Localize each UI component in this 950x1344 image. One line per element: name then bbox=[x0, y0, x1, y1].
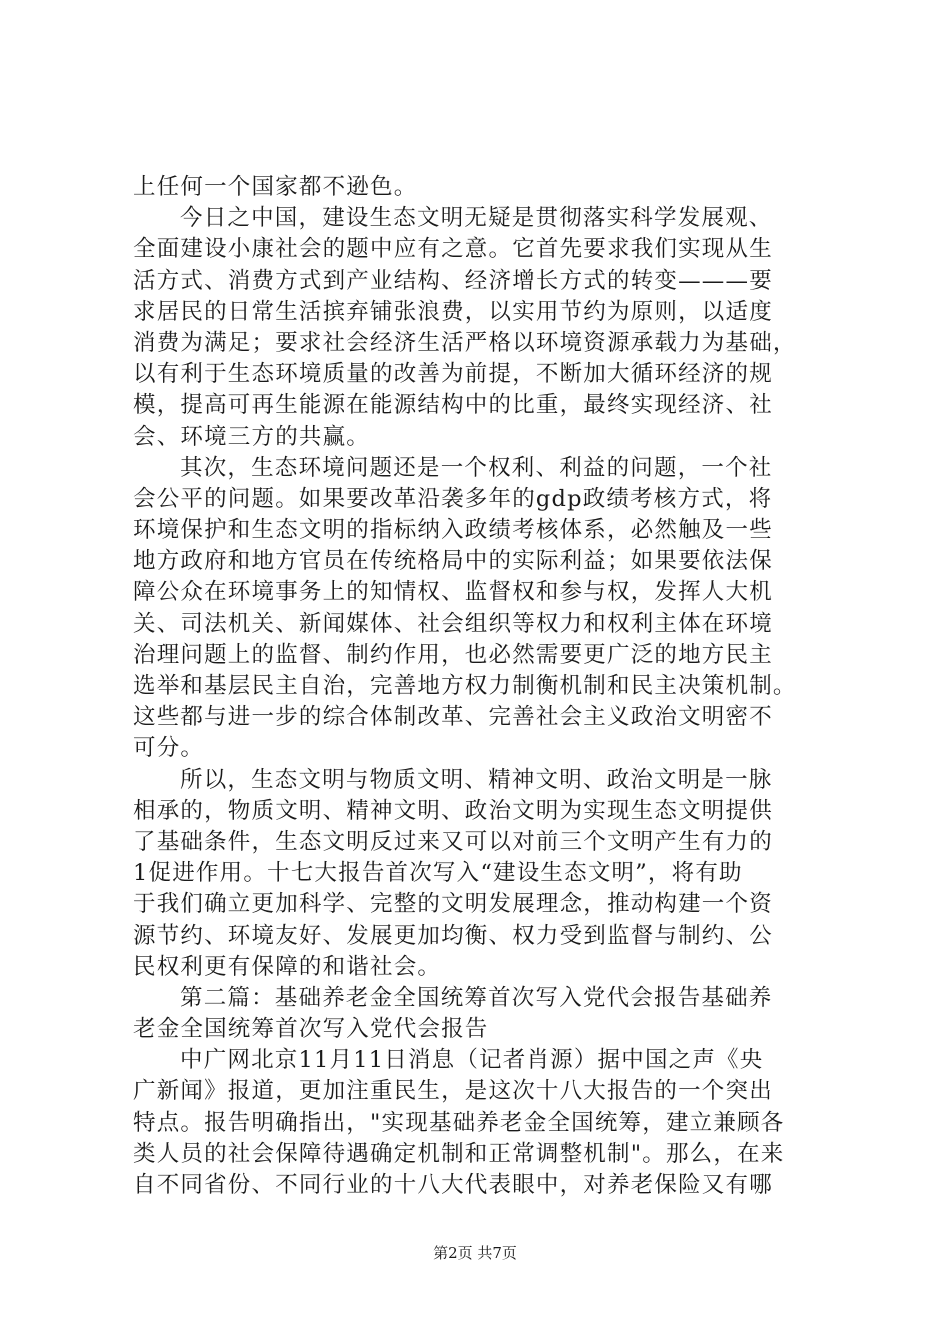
text-line: 相承的，物质文明、精神文明、政治文明为实现生态文明提供 bbox=[133, 797, 773, 824]
text-line: 以有利于生态环境质量的改善为前提，不断加大循环经济的规 bbox=[133, 361, 773, 388]
text-line: 消费为满足；要求社会经济生活严格以环境资源承载力为基础， bbox=[133, 329, 797, 356]
text-line: 模，提高可再生能源在能源结构中的比重，最终实现经济、社 bbox=[133, 392, 773, 419]
document-body bbox=[133, 172, 853, 1201]
text-line: 自不同省份、不同行业的十八大代表眼中，对养老保险又有哪 bbox=[133, 1172, 773, 1198]
text-line: 治理问题上的监督、制约作用，也必然需要更广泛的地方民主 bbox=[133, 641, 773, 668]
paragraph-start-line: 今日之中国，建设生态文明无疑是贯彻落实科学发展观、 bbox=[180, 205, 773, 232]
paragraph-start-line: 中广网北京11月11日消息（记者肖源）据中国之声《央 bbox=[180, 1047, 764, 1074]
text-line: 关、司法机关、新闻媒体、社会组织等权力和权利主体在环境 bbox=[133, 610, 773, 637]
paragraph-start-line: 所以，生态文明与物质文明、精神文明、政治文明是一脉 bbox=[180, 766, 773, 793]
text-line: 可分。 bbox=[133, 735, 205, 762]
text-line: 这些都与进一步的综合体制改革、完善社会主义政治文明密不 bbox=[133, 704, 773, 731]
text-line: 类人员的社会保障待遇确定机制和正常调整机制"。那么，在来 bbox=[133, 1140, 785, 1167]
text-line: 障公众在环境事务上的知情权、监督权和参与权，发挥人大机 bbox=[133, 579, 773, 606]
text-line: 环境保护和生态文明的指标纳入政绩考核体系，必然触及一些 bbox=[133, 517, 773, 544]
paragraph-start-line: 其次，生态环境问题还是一个权利、利益的问题，一个社 bbox=[180, 454, 773, 481]
text-line: 广新闻》报道，更加注重民生，是这次十八大报告的一个突出 bbox=[133, 1078, 773, 1105]
text-line: 特点。报告明确指出，"实现基础养老金全国统筹，建立兼顾各 bbox=[133, 1109, 785, 1136]
text-line: 活方式、消费方式到产业结构、经济增长方式的转变———要 bbox=[133, 267, 773, 294]
text-line: 会公平的问题。如果要改革沿袭多年的gdp政绩考核方式，将 bbox=[133, 485, 773, 512]
text-line: 会、环境三方的共赢。 bbox=[133, 423, 371, 450]
section-heading-line: 老金全国统筹首次写入党代会报告 bbox=[133, 1016, 489, 1043]
text-line: 于我们确立更加科学、完整的文明发展理念，推动构建一个资 bbox=[133, 891, 773, 918]
text-line: 地方政府和地方官员在传统格局中的实际利益；如果要依法保 bbox=[133, 548, 773, 575]
text-line: 上任何一个国家都不逊色。 bbox=[133, 174, 418, 200]
text-line: 了基础条件，生态文明反过来又可以对前三个文明产生有力的 bbox=[133, 828, 773, 855]
text-line: 全面建设小康社会的题中应有之意。它首先要求我们实现从生 bbox=[133, 236, 773, 263]
text-line: 民权利更有保障的和谐社会。 bbox=[133, 953, 442, 980]
text-line: 求居民的日常生活摈弃铺张浪费，以实用节约为原则，以适度 bbox=[133, 298, 773, 325]
page-footer: 第2页 共7页 bbox=[433, 1244, 517, 1262]
text-line: 选举和基层民主自治，完善地方权力制衡机制和民主决策机制。 bbox=[133, 673, 797, 699]
text-line: 源节约、环境友好、发展更加均衡、权力受到监督与制约、公 bbox=[133, 922, 773, 949]
section-heading-line: 第二篇：基础养老金全国统筹首次写入党代会报告基础养 bbox=[180, 984, 773, 1011]
text-line: 1促进作用。十七大报告首次写入“建设生态文明”，将有助 bbox=[133, 860, 743, 887]
